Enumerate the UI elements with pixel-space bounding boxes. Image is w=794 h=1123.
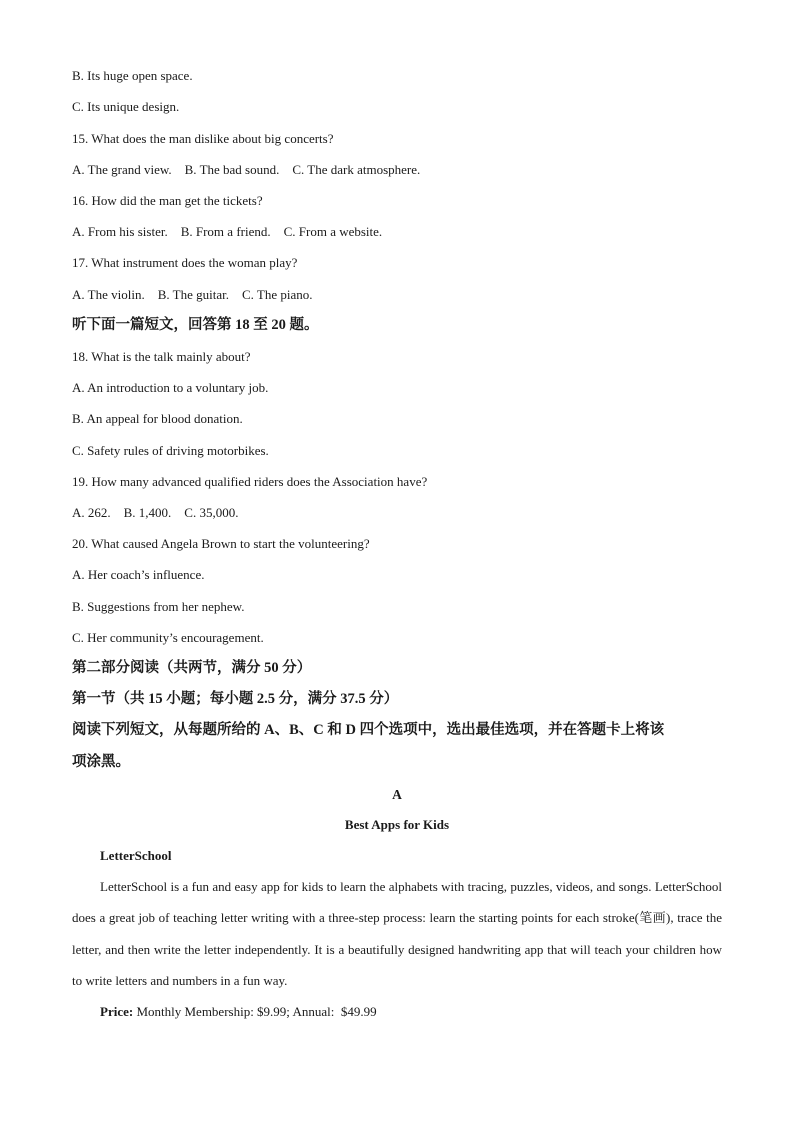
option-line: A. From his sister. B. From a friend. C. From a website. <box>72 224 383 239</box>
part-heading: 第二部分阅读（共两节，满分 50 分） <box>72 660 312 676</box>
option-line: A. 262. B. 1,400. C. 35,000. <box>72 505 239 520</box>
option-line: A. The grand view. B. The bad sound. C. The dark atmosphere. <box>72 162 421 177</box>
app-name-heading: LetterSchool <box>100 848 172 863</box>
option-line: B. Suggestions from her nephew. <box>72 599 245 614</box>
question-line: 17. What instrument does the woman play? <box>72 255 298 270</box>
section-heading: 听下面一篇短文，回答第 18 至 20 题。 <box>72 317 319 333</box>
section-heading: 第一节（共 15 小题；每小题 2.5 分，满分 37.5 分） <box>72 691 399 707</box>
instruction-text: 项涂黑。 <box>72 754 130 770</box>
option-line: B. An appeal for blood donation. <box>72 411 243 426</box>
option-line: A. The violin. B. The guitar. C. The piano. <box>72 287 313 302</box>
price-line <box>100 1003 700 1021</box>
passage-title: Best Apps for Kids <box>344 817 450 832</box>
option-line: C. Her community’s encouragement. <box>72 630 264 645</box>
app-description-paragraph: LetterSchool is a fun and easy app for kids to learn the alphabets with tracing, puzzles, videos, and songs. LetterSchool does a great job of teaching letter writing with a three-step process: learn the starting points for each stroke(笔画), trace the letter, and then write the letter independently. It is a beautifully designed handwriting app that will teach your children how to write letters and numbers in a fun way. <box>72 879 722 988</box>
question-line: 20. What caused Angela Brown to start the volunteering? <box>72 536 370 551</box>
option-line: A. An introduction to a voluntary job. <box>72 380 269 395</box>
option-line: C. Its unique design. <box>72 99 180 114</box>
question-line: 15. What does the man dislike about big concerts? <box>72 131 334 146</box>
passage-letter: A <box>392 787 402 802</box>
question-line: 19. How many advanced qualified riders does the Association have? <box>72 474 428 489</box>
price-value: Monthly Membership: $9.99; Annual: $49.99 <box>133 1004 377 1019</box>
question-line: 18. What is the talk mainly about? <box>72 349 251 364</box>
question-line: 16. How did the man get the tickets? <box>72 193 263 208</box>
instruction-text: 阅读下列短文，从每题所给的 A、B、C 和 D 四个选项中，选出最佳选项，并在答题卡上将该 <box>72 722 665 738</box>
price-label: Price: <box>100 1004 134 1019</box>
option-line: A. Her coach’s influence. <box>72 567 205 582</box>
option-line: B. Its huge open space. <box>72 68 193 83</box>
option-line: C. Safety rules of driving motorbikes. <box>72 443 269 458</box>
